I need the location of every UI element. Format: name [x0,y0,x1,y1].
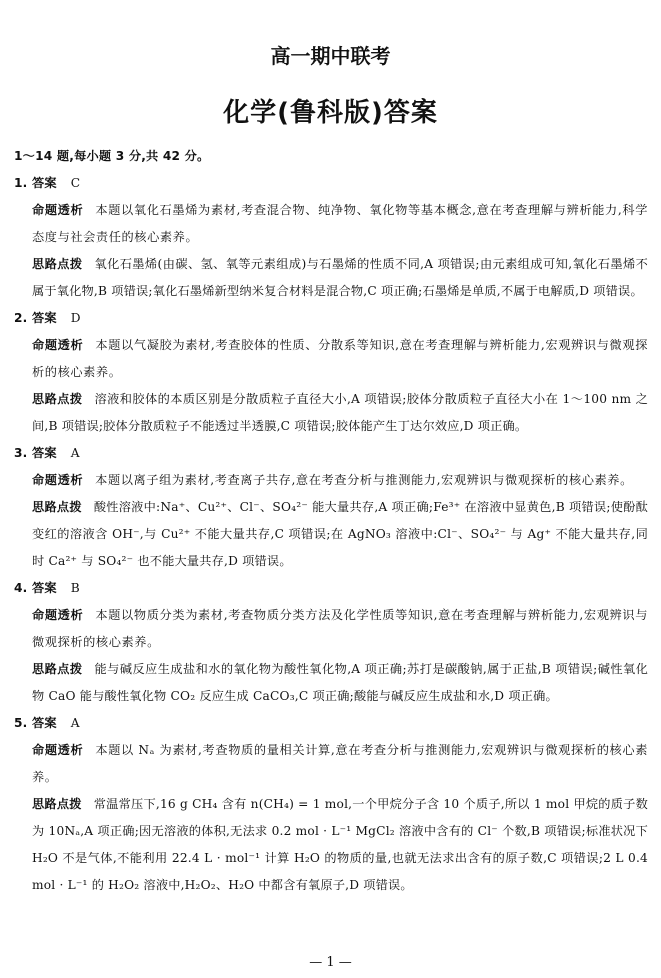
analysis-paragraph [14,602,648,656]
hint-tag: 思路点拨 [32,500,82,514]
hint-tag: 思路点拨 [32,797,82,811]
question-label: 1. 答案 [14,176,57,190]
question-label: 5. 答案 [14,716,57,730]
analysis-text: 本题以气凝胶为素材,考查胶体的性质、分散系等知识,意在考查理解与辨析能力,宏观辨识与微观探析的核心素养。 [32,338,649,379]
question-block [14,575,648,710]
analysis-paragraph [14,197,648,251]
question-header [14,710,648,737]
analysis-tag: 命题透析 [32,743,84,757]
answer-content [14,143,648,899]
question-block [14,440,648,575]
hint-tag: 思路点拨 [32,257,83,271]
analysis-paragraph [14,737,648,791]
question-header [14,440,648,467]
hint-paragraph [14,656,648,710]
hint-paragraph [14,251,648,305]
hint-paragraph [14,791,648,899]
page-title: 高一期中联考 [270,44,391,68]
intro-line: 1～14 题,每小题 3 分,共 42 分。 [14,149,210,163]
hint-text: 能与碱反应生成盐和水的氧化物为酸性氧化物,A 项正确;苏打是碳酸钠,属于正盐,B 项错误;碱性氧化物 CaO 能与酸性氧化物 CO₂ 反应生成 CaCO₃,C 项正确;酸能与碱反应生成盐和水,D 项正确。 [32,662,649,703]
question-block [14,305,648,440]
question-label: 4. 答案 [14,581,57,595]
page-number: — 1 — [309,955,352,970]
hint-tag: 思路点拨 [32,392,83,406]
analysis-text: 本题以物质分类为素材,考查物质分类方法及化学性质等知识,意在考查理解与辨析能力,宏观辨识与微观探析的核心素养。 [32,608,649,649]
hint-text: 溶液和胶体的本质区别是分散质粒子直径大小,A 项错误;胶体分散质粒子直径大小在 1～100 nm 之间,B 项错误;胶体分散质粒子不能透过半透膜,C 项错误;胶体能产生丁达尔效应,D 项正确。 [32,392,648,433]
page-subtitle: 化学(鲁科版)答案 [223,98,438,128]
analysis-text: 本题以离子组为素材,考查离子共存,意在考查分析与推测能力,宏观辨识与微观探析的核心素养。 [95,473,633,487]
hint-paragraph [14,494,648,575]
question-answer: A [70,716,80,730]
question-header [14,170,648,197]
question-answer: A [70,446,80,460]
question-answer: C [70,176,81,190]
analysis-text: 本题以 Nₐ 为素材,考查物质的量相关计算,意在考查分析与推测能力,宏观辨识与微观探析的核心素养。 [32,743,648,784]
analysis-tag: 命题透析 [32,338,84,352]
hint-text: 常温常压下,16 g CH₄ 含有 n(CH₄) = 1 mol,一个甲烷分子含 10 个质子,所以 1 mol 甲烷的质子数为 10Nₐ,A 项正确;因无溶液的体积,无法求 0.2 mol · L⁻¹ MgCl₂ 溶液中含有的 Cl⁻ 个数,B 项错误;标准状况下 H₂O 不是气体,不能利用 22.4 L · mol⁻¹ 计算 H₂O 的物质的量,也就无法求出含有的原子数,C 项错误;2 L 0.4 mol · L⁻¹ 的 H₂O₂ 溶液中,H₂O₂、H₂O 中都含有氧原子,D 项错误。 [32,797,648,892]
question-header [14,575,648,602]
analysis-paragraph [14,332,648,386]
analysis-paragraph [14,467,648,494]
question-block [14,710,648,899]
hint-tag: 思路点拨 [32,662,83,676]
hint-text: 氧化石墨烯(由碳、氢、氧等元素组成)与石墨烯的性质不同,A 项错误;由元素组成可知,氧化石墨烯不属于氧化物,B 项错误;氧化石墨烯新型纳米复合材料是混合物,C 项正确;石墨烯是单质,不属于电解质,D 项错误。 [32,257,648,298]
analysis-tag: 命题透析 [32,203,84,217]
hint-paragraph [14,386,648,440]
question-label: 2. 答案 [14,311,57,325]
analysis-tag: 命题透析 [32,473,84,487]
question-block [14,170,648,305]
analysis-tag: 命题透析 [32,608,84,622]
question-answer: D [70,311,81,325]
question-header [14,305,648,332]
analysis-text: 本题以氧化石墨烯为素材,考查混合物、纯净物、氧化物等基本概念,意在考查理解与辨析能力,科学态度与社会责任的核心素养。 [32,203,649,244]
question-answer: B [70,581,80,595]
question-label: 3. 答案 [14,446,57,460]
hint-text: 酸性溶液中:Na⁺、Cu²⁺、Cl⁻、SO₄²⁻ 能大量共存,A 项正确;Fe³⁺ 在溶液中显黄色,B 项错误;使酚酞变红的溶液含 OH⁻,与 Cu²⁺ 不能大量共存,C 项错误;在 AgNO₃ 溶液中:Cl⁻、SO₄²⁻ 与 Ag⁺ 不能大量共存,同时 Ca²⁺ 与 SO₄²⁻ 也不能大量共存,D 项错误。 [32,500,648,568]
